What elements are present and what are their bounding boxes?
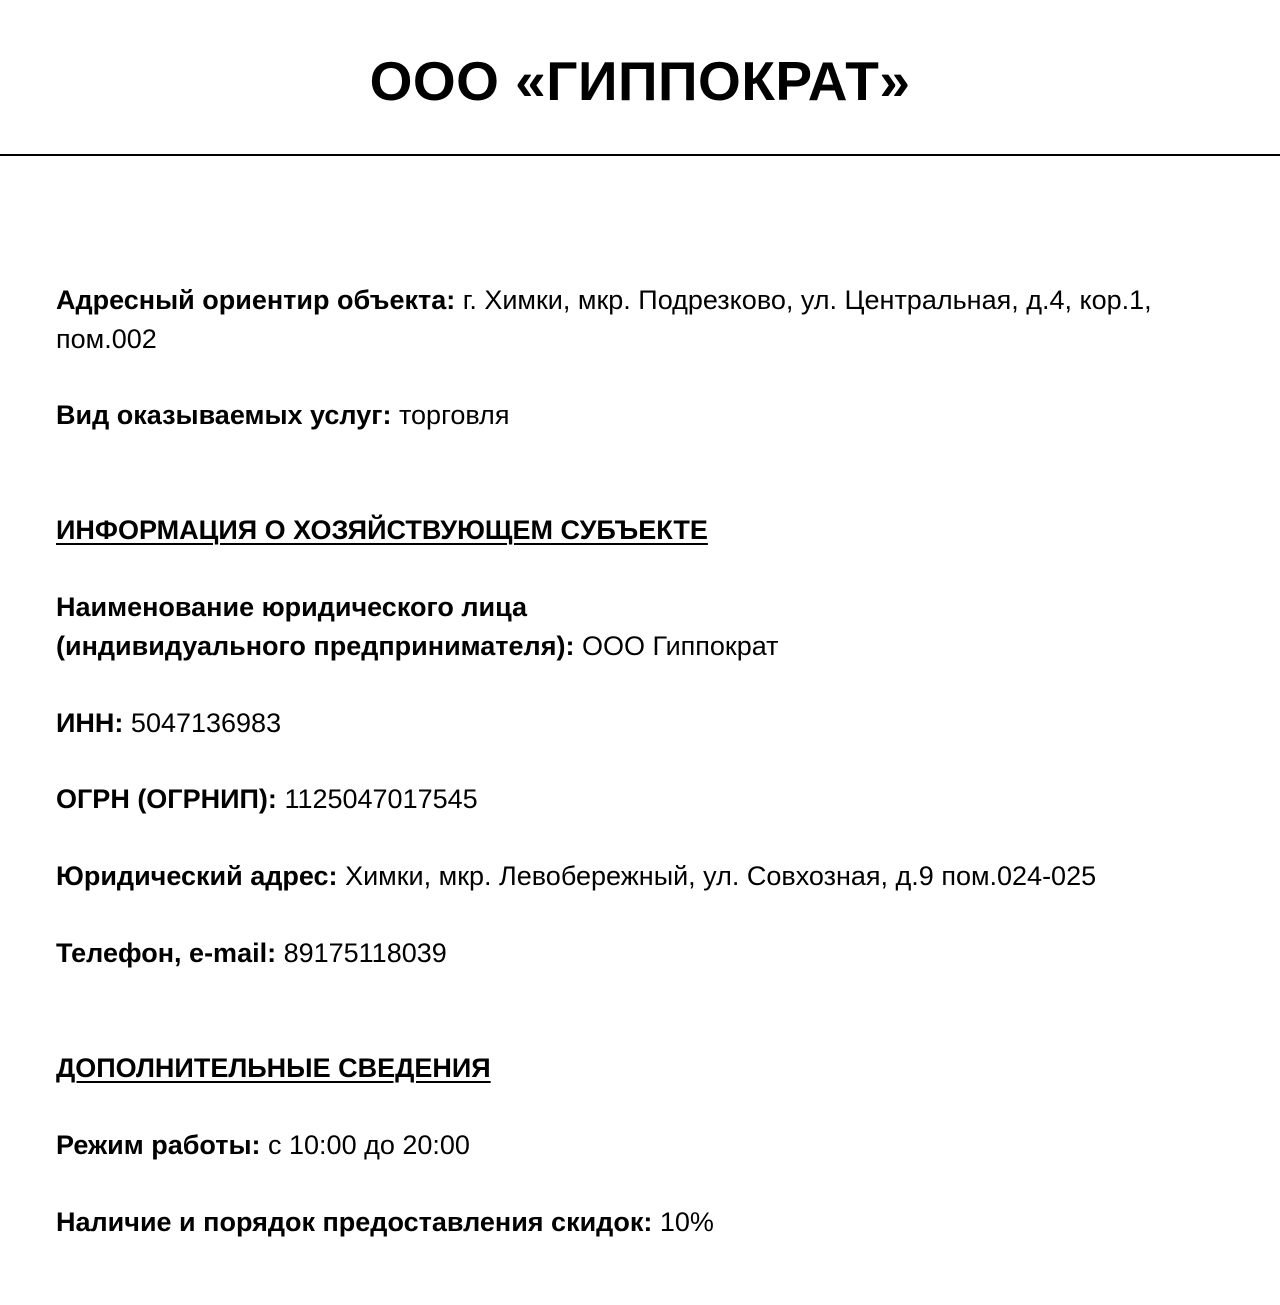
- header-divider: [0, 154, 1280, 156]
- object-address-value: г. Химки, мкр. Подрезково, ул. Центральная, д.4, кор.1,: [462, 285, 1152, 315]
- page-title: ООО «ГИППОКРАТ»: [369, 50, 911, 112]
- ogrn-row: [56, 780, 1246, 818]
- inn-label: ИНН:: [56, 708, 124, 738]
- inn-value: 5047136983: [130, 708, 282, 738]
- hours-row: [56, 1126, 1246, 1164]
- ogrn-label: ОГРН (ОГРНИП):: [56, 784, 277, 814]
- discounts-label: Наличие и порядок предоставления скидок:: [56, 1207, 653, 1237]
- object-address-value-cont: пом.002: [56, 324, 157, 354]
- entity-name-label-cont: (индивидуального предпринимателя):: [56, 631, 575, 661]
- entity-name-label: Наименование юридического лица: [56, 592, 528, 622]
- entity-name-value: ООО Гиппократ: [581, 631, 779, 661]
- ogrn-value: 1125047017545: [284, 784, 478, 814]
- entity-name-row: [56, 627, 1246, 665]
- services-label: Вид оказываемых услуг:: [56, 400, 392, 430]
- object-address-label: Адресный ориентир объекта:: [56, 285, 456, 315]
- entity-section-title: ИНФОРМАЦИЯ О ХОЗЯЙСТВУЮЩЕМ СУБЪЕКТЕ: [56, 515, 708, 545]
- contact-row: [56, 934, 1246, 972]
- object-address-row: [56, 281, 1246, 319]
- legal-address-row: [56, 857, 1246, 895]
- object-address-continuation: [56, 320, 1246, 358]
- additional-section-title: ДОПОЛНИТЕЛЬНЫЕ СВЕДЕНИЯ: [56, 1053, 491, 1083]
- discounts-value: 10%: [659, 1207, 714, 1237]
- hours-label: Режим работы:: [56, 1130, 261, 1160]
- hours-value: с 10:00 до 20:00: [268, 1130, 470, 1160]
- contact-value: 89175118039: [283, 938, 447, 968]
- discounts-row: [56, 1203, 1246, 1241]
- services-value: торговля: [398, 400, 510, 430]
- services-row: [56, 396, 1246, 434]
- inn-row: [56, 704, 1246, 742]
- legal-address-value: Химки, мкр. Левобережный, ул. Совхозная, д.9 пом.024-025: [345, 861, 1097, 891]
- entity-name-label-row: [56, 588, 1246, 626]
- contact-label: Телефон, e-mail:: [56, 938, 277, 968]
- legal-address-label: Юридический адрес:: [56, 861, 338, 891]
